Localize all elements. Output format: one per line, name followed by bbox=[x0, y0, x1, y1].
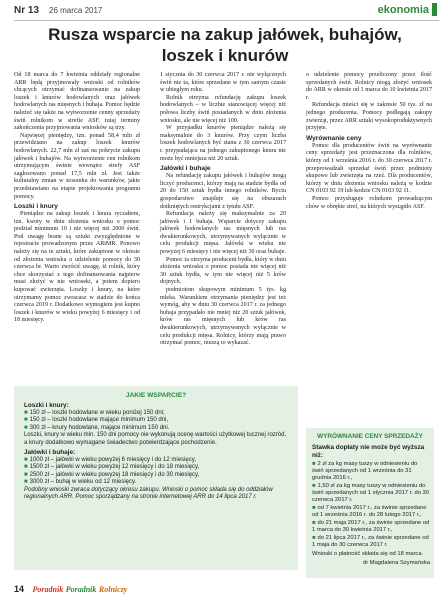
footer-logo-part: Poradnik bbox=[32, 585, 64, 594]
paragraph: Rolnik otrzyma refundację zakupu loszek hodowlanych – w liczbie stanowiącej więcej niż połowa liczby świń posiadanych w dniu złożenia wniosku, ale nie więcej niż 100. bbox=[160, 94, 286, 124]
paragraph: Od 18 marca do 7 kwietnia oddziały regionalne ARR będą przyjmowały wnioski od rolników chcących otrzymać dofinansowanie na zakup loszek i knurów hodowlanych oraz jałówek hodowlanych ras mięsnych i buhaja. Pomoc będzie należeć się także na wytworzenie cenny sprzedaży świń rolnikom w strefie ASF, tutaj terminy zakończenia przyjmowania wniosków są trzy. bbox=[14, 72, 140, 132]
paragraph: o udzielenie pomocy przeliczony przez ilość sprzedanych świń. Rolnicy mogą złożyć wniosek do ARR w okresie od 1 marca do 10 kwietnia 2017 r. bbox=[306, 72, 432, 101]
page-number: 14 bbox=[14, 584, 25, 594]
list-item: ■ 2 zł za kg masy tuszy w odniesieniu do świń sprzedanych od 1 września do 31 grudnia 2016 r., bbox=[312, 461, 418, 482]
header-rule bbox=[14, 20, 439, 21]
page-footer bbox=[14, 584, 127, 594]
sidebox-subheading: Stawka dopłaty nie może być wyższa niż: bbox=[312, 444, 425, 459]
list-item: ■ 150 zł – loszki hodowlane w wieku poniżej 150 dni; bbox=[24, 410, 165, 416]
infobox-subheading: Loszki i knury: bbox=[24, 402, 69, 409]
bullet-icon: ■ bbox=[312, 461, 316, 468]
issue-number: Nr 13 bbox=[14, 5, 40, 16]
bullet-icon: ■ bbox=[24, 479, 28, 486]
infobox-list bbox=[14, 457, 298, 487]
paragraph: Pomoc dla producentów świń na wyrównanie ceny sprzedaży jest przeznaczona dla rolników, którzy od 1 września 2016 r. do 30 czerwca 2017 r. przeprowadzali sprzedaż świń przez podmioty skupowe lub zwierzęta na rzeź. Dla producentów, którzy w dniu złożenia wniosku należą w kodzie CN 0103 92 19 lub kodzie CN 0103 92 11. bbox=[306, 142, 432, 195]
bullet-icon: ■ bbox=[24, 464, 28, 471]
paragraph: Pieniądze na zakup loszek i knura ryczałtem, tzn. kwoty w dniu złożenia wniosku o pomoc podział minimum 10 i nie więcej niż 2000 świń. Pod uwagę brane są sztuki zwyzględnione w rejestracie prowadzonym przez ARiMR. Ponowo należy się na te sztuki, które zakupione w okresie od złożenia wniosku o udzielenie pomocy do 30 czerwca br. Warto zwrócić uwagę, iż rolnik, który chce skorzystać z tego dofinansowania najpierw musi złożyć w nie wnioseki, a potem dopiero kupować zwierzęta. Loszky i knury, na które otrzymamy pomoc zwracasz w stadzie do końca czerwca 2019 r. Dodatkowo wymogiem jest kupno loszek i knurów w wieku powyżej 6 miesięcy i od 18 miesięcy. bbox=[14, 211, 140, 324]
price-sidebox bbox=[306, 428, 434, 578]
paragraph: Pomoc ta otrzyma producent bydła, który w dniu złożenia wniosku o pomoc posiada nie więcej niż 30 sztuk bydła, w tym nie więcej niż 5 krów dojnych. bbox=[160, 256, 286, 286]
bullet-icon: ■ bbox=[24, 457, 28, 464]
support-infobox bbox=[14, 386, 298, 570]
sidebox-title: WYRÓWNANIE CENY SPRZEDAŻY bbox=[317, 433, 423, 440]
paragraph: Pomoc przysługuje rolnikom prowadzącym chów w obrębie stref, na których wystąpiło ASF. bbox=[306, 195, 432, 210]
paragraph: Na refundację zakupu jałówek i buhajów mogą liczyć producenci, którzy mają na stadzie bydła od 20 do 150 sztuk bydła innego rolników. Byciu gospodarstwo znajduje się na obszarach dotkniętych restrykcjami z tytułu ASF. bbox=[160, 173, 286, 210]
list-item: ■ 300 zł – knury hodowlane, mające minimum 150 dni. bbox=[24, 424, 170, 431]
paragraph: 1 stycznia do 30 czerwca 2017 r. nie wyłącznych świń nie ta, które sprzedane w tym samym czasie w ubiegłym roku. bbox=[160, 72, 286, 94]
list-item: ■ 1,50 zł za kg masy tuszy w odniesieniu do świń sprzedanych od 1 stycznia 2017 r. do 30 czerwca 2017 r. bbox=[312, 483, 429, 504]
section-label: ekonomia bbox=[377, 4, 429, 16]
paragraph: podmiotom skupowym minimum 5 tys. kg mleka. Warunkiem otrzymania pieniędzy jest też wymóg, aby w dniu 30 czerwca 2017 r. za jednego buhaja przypadało nie mniej niż 20 sztuk jałówek, krów ras mięsnych lub krów ras dwukierunkowych, utrzymywanych wyłącznie w celu produkcji mięsa. Rolnicy, którzy mają prawo otrzymać pomoc, muszą to wykazać. bbox=[160, 287, 286, 347]
subheading: Loszki i knury bbox=[14, 203, 58, 211]
list-item: ■ 3000 zł – buhaj w wieku od 12 miesięcy. bbox=[24, 479, 137, 486]
infobox-subheading: Jałówki i buhaje: bbox=[24, 449, 76, 457]
list-item: ■ 150 zł – loszki hodowlane mające minimum 150 dni, bbox=[24, 417, 169, 424]
column-2 bbox=[160, 72, 286, 348]
list-item: ■ do 21 lipca 2017 r., za świnie sprzedane od 1 maja do 30 czerwca 2017 r. bbox=[312, 535, 429, 549]
author-signature: dr Magdalena Szymańska bbox=[362, 560, 430, 567]
list-item: Loszki, knury w wieku min. 150 dni pomocy nie wykonują ocenę wartości użytkowej tucznej rozród, a knury dodatkowo wymagane świadectwo potwierdzające pochodzenie. bbox=[24, 432, 287, 446]
subheading: Jałówki i buhaje bbox=[160, 165, 211, 173]
issue-date: 26 marca 2017 bbox=[49, 6, 103, 15]
bullet-icon: ■ bbox=[312, 520, 316, 527]
bullet-icon: ■ bbox=[312, 535, 316, 542]
column-1 bbox=[14, 72, 140, 325]
bullet-icon: ■ bbox=[24, 471, 28, 478]
paragraph: Najwięcej pieniędzy, tzn. ponad 58,4 mln zł przewidziano na zakup loszek knurów hodowlanych. 22,7 mln zł zaś na pokrycie zakupu jałówek i buhajów. Na wytworzenie cen rolnikom utrzymującym świnie wewnątrz strefy ASF zagłosowano ponad 17,5 mln zł. Jest także kulturalny zmian w stosunku do warunków, jakie przedstawiano na etapie projektowania programu pomocy. bbox=[14, 132, 140, 200]
bullet-icon: ■ bbox=[24, 410, 28, 416]
bullet-icon: ■ bbox=[312, 483, 316, 490]
footer-logo-part: Poradnik bbox=[65, 585, 97, 594]
infobox-title: JAKIE WSPARCIE? bbox=[125, 392, 187, 399]
infobox-note: Podobny wnioski zwraca dotyczący okresu zakupu. Wnioski o pomoc składa się do oddziałów regionalnych ARR. Pomoc sporządzany na stronie internetowej ARR do 14 lipca 2017 r. bbox=[24, 486, 273, 501]
list-item: ■ 1000 zł – jałówki w wieku powyżej 6 miesięcy i do 12 miesięcy, bbox=[24, 457, 196, 464]
page-header bbox=[0, 0, 447, 22]
subheading: Wyrównanie ceny bbox=[306, 134, 362, 142]
paragraph: W przypadku knurów pieniądze należą się maksymalnie do 3 knurów. Przy czym liczba loszek hodowlanych być stanu z 30 czerwca 2017 r. przypadająca na jednego zakupionego knura nie może być mniejsza niż 20 sztuk. bbox=[160, 125, 286, 162]
list-item: ■ 1500 zł – jałówki w wieku powyżej 12 miesięcy i do 18 miesięcy, bbox=[24, 464, 200, 471]
sidebox-list bbox=[306, 461, 434, 549]
bullet-icon: ■ bbox=[312, 505, 316, 512]
infobox-list bbox=[14, 410, 298, 447]
bullet-icon: ■ bbox=[24, 424, 28, 431]
list-item: ■ 2500 zł – jałówki w wieku powyżej 18 miesięcy i do 30 miesięcy, bbox=[24, 471, 200, 478]
paragraph: Refundacja należy się maksymalnie za 20 jałówek i 1 buhaja. Wsparcie dotyczy zakupu jałówek hodowlanych ras mięsnych lub ras dwukierunkowych, utrzymywanych wyłącznie w celu produkcji mięsa. Jałówki w wieku nie powyżej 6 miesięcy i nie więcej niż 30 oraz buhaje. bbox=[160, 211, 286, 256]
article-title: Rusza wsparcie na zakup jałówek, buhajów, loszek i knurów bbox=[48, 25, 402, 65]
sidebox-note: Wnioski o płatność składa się od 18 marca. bbox=[312, 551, 424, 558]
column-3 bbox=[306, 72, 432, 211]
bullet-icon: ■ bbox=[24, 417, 28, 424]
paragraph: Refundacja mieści się w zakresie 50 tys. zł na jednego producenta. Pomocy podlegają zakupy zwierząt, przez ARR sztuki wysokoproduktywnych przyjęte. bbox=[306, 102, 432, 132]
list-item: ■ od 7 kwietnia 2017 r., za świnie sprzedane od 1 września 2016 r. do 28 lutego 2017 r., bbox=[312, 505, 427, 519]
footer-logo-part: Rolniczy bbox=[98, 585, 128, 594]
section-marker bbox=[432, 3, 437, 16]
list-item: ■ do 21 maja 2017 r., za świnie sprzedane od 1 marca do 30 kwietnia 2017 r., bbox=[312, 520, 430, 534]
